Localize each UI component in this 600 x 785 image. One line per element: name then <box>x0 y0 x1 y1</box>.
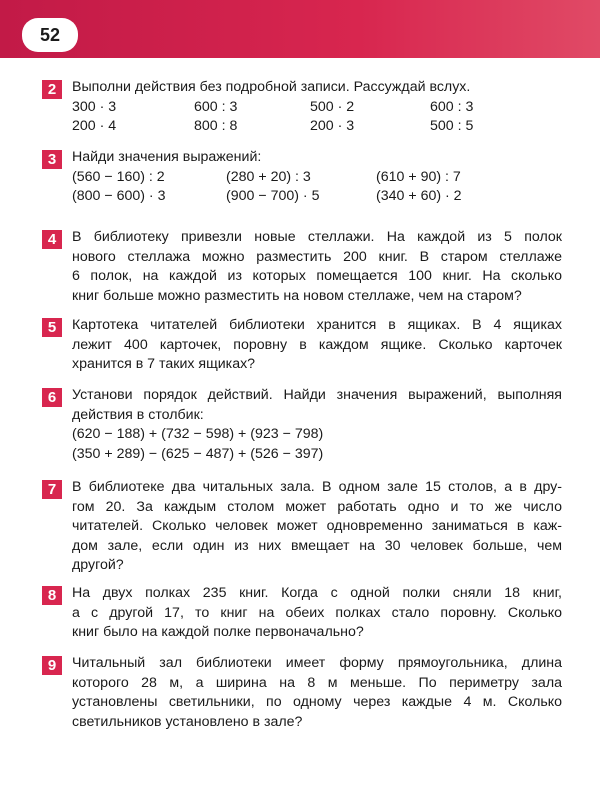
expression: (350 + 289) − (625 − 487) + (526 − 397) <box>72 445 324 462</box>
task-number-badge: 7 <box>42 480 62 499</box>
exercise-cell: (800 − 600) · 3 <box>72 187 166 204</box>
task-line: Читальный зал библиотеки имеет форму прямоугольника, длина <box>72 655 562 671</box>
task-8 <box>42 584 562 643</box>
task-line: В библиотеку привезли новые стеллажи. На каждой из 5 полок <box>72 229 562 245</box>
task-line: книг больше можно разместить на новом стеллаже, чем на старом? <box>72 287 522 304</box>
exercise-cell: (900 − 700) · 5 <box>226 187 320 204</box>
task-number-badge: 5 <box>42 318 62 337</box>
task-line: книг было на каждой полке первоначально? <box>72 624 364 640</box>
task-line: которого 28 м, а ширина на 8 м меньше. По периметру зала <box>72 674 562 691</box>
exercise-cell: (340 + 60) · 2 <box>376 187 462 204</box>
task-9 <box>42 654 562 732</box>
task-2 <box>42 78 562 136</box>
exercise-cell: 200 · 4 <box>72 117 117 134</box>
exercise-grid <box>72 168 562 206</box>
task-text <box>72 386 562 425</box>
task-5 <box>42 316 562 375</box>
exercise-cell: 800 : 8 <box>194 117 238 134</box>
task-text <box>72 78 562 98</box>
task-line: нового стеллажа можно разместить 200 книг. В старом стеллаже <box>72 248 562 265</box>
task-line: 6 полок, на каждой из которых помещается 100 книг. На сколько <box>72 268 562 284</box>
exercise-cell: 300 · 3 <box>72 98 117 115</box>
task-line: а с другой 17, то книг на обеих полках стало поровну. Сколько <box>72 604 562 621</box>
task-line: В библиотеке два читальных зала. В одном зале 15 столов, а в дру- <box>72 479 562 495</box>
task-line: другой? <box>72 557 124 573</box>
task-4 <box>42 228 562 306</box>
task-number-badge: 4 <box>42 230 62 249</box>
exercise-cell: 500 : 5 <box>430 117 474 134</box>
task-number-badge: 8 <box>42 586 62 605</box>
task-line: Найди значения выражений: <box>72 149 262 165</box>
task-line: читателей. Сколько человек может одновременно заниматься в каж- <box>72 518 562 534</box>
task-6 <box>42 386 562 464</box>
task-line: установлены светильники, по одному через каждые 4 м. Сколько <box>72 694 562 710</box>
task-line: Выполни действия без подробной записи. Рассуждай вслух. <box>72 79 471 95</box>
page-number: 52 <box>22 18 78 52</box>
exercise-cell: 600 : 3 <box>430 98 474 115</box>
task-text <box>72 316 562 375</box>
task-line: дом зале, если один из них вмещает на 30 человек больше, чем <box>72 537 562 554</box>
task-number-badge: 9 <box>42 656 62 675</box>
task-3 <box>42 148 562 206</box>
exercise-cell: (280 + 20) : 3 <box>226 168 311 185</box>
task-text <box>72 148 562 168</box>
task-text <box>72 478 562 576</box>
task-line: хранится в 7 таких ящиках? <box>72 356 256 372</box>
task-7 <box>42 478 562 576</box>
task-line: Установи порядок действий. Найди значения выражений, выполняя <box>72 387 562 403</box>
task-line: На двух полках 235 книг. Когда с одной полки сняли 18 книг, <box>72 585 562 601</box>
exercise-cell: (610 + 90) : 7 <box>376 168 461 185</box>
exercise-cell: (560 − 160) : 2 <box>72 168 165 185</box>
exercise-cell: 500 · 2 <box>310 98 355 115</box>
exercise-grid <box>72 98 562 136</box>
task-line: гом 20. За каждым столом может работать одно и то же число <box>72 498 562 515</box>
exercise-cell: 200 · 3 <box>310 117 355 134</box>
page-header-band <box>0 0 600 58</box>
task-text <box>72 228 562 306</box>
task-text <box>72 584 562 643</box>
expression: (620 − 188) + (732 − 598) + (923 − 798) <box>72 426 324 442</box>
task-line: лежит 400 карточек, поровну в каждом ящике. Сколько карточек <box>72 336 562 353</box>
exercise-cell: 600 : 3 <box>194 98 238 115</box>
task-number-badge: 6 <box>42 388 62 407</box>
task-text <box>72 654 562 732</box>
task-line: действия в столбик: <box>72 406 204 423</box>
task-number-badge: 3 <box>42 150 62 169</box>
task-line: светильников установлено в зале? <box>72 713 303 730</box>
task-number-badge: 2 <box>42 80 62 99</box>
task-line: Картотека читателей библиотеки хранится в ящиках. В 4 ящиках <box>72 317 562 333</box>
